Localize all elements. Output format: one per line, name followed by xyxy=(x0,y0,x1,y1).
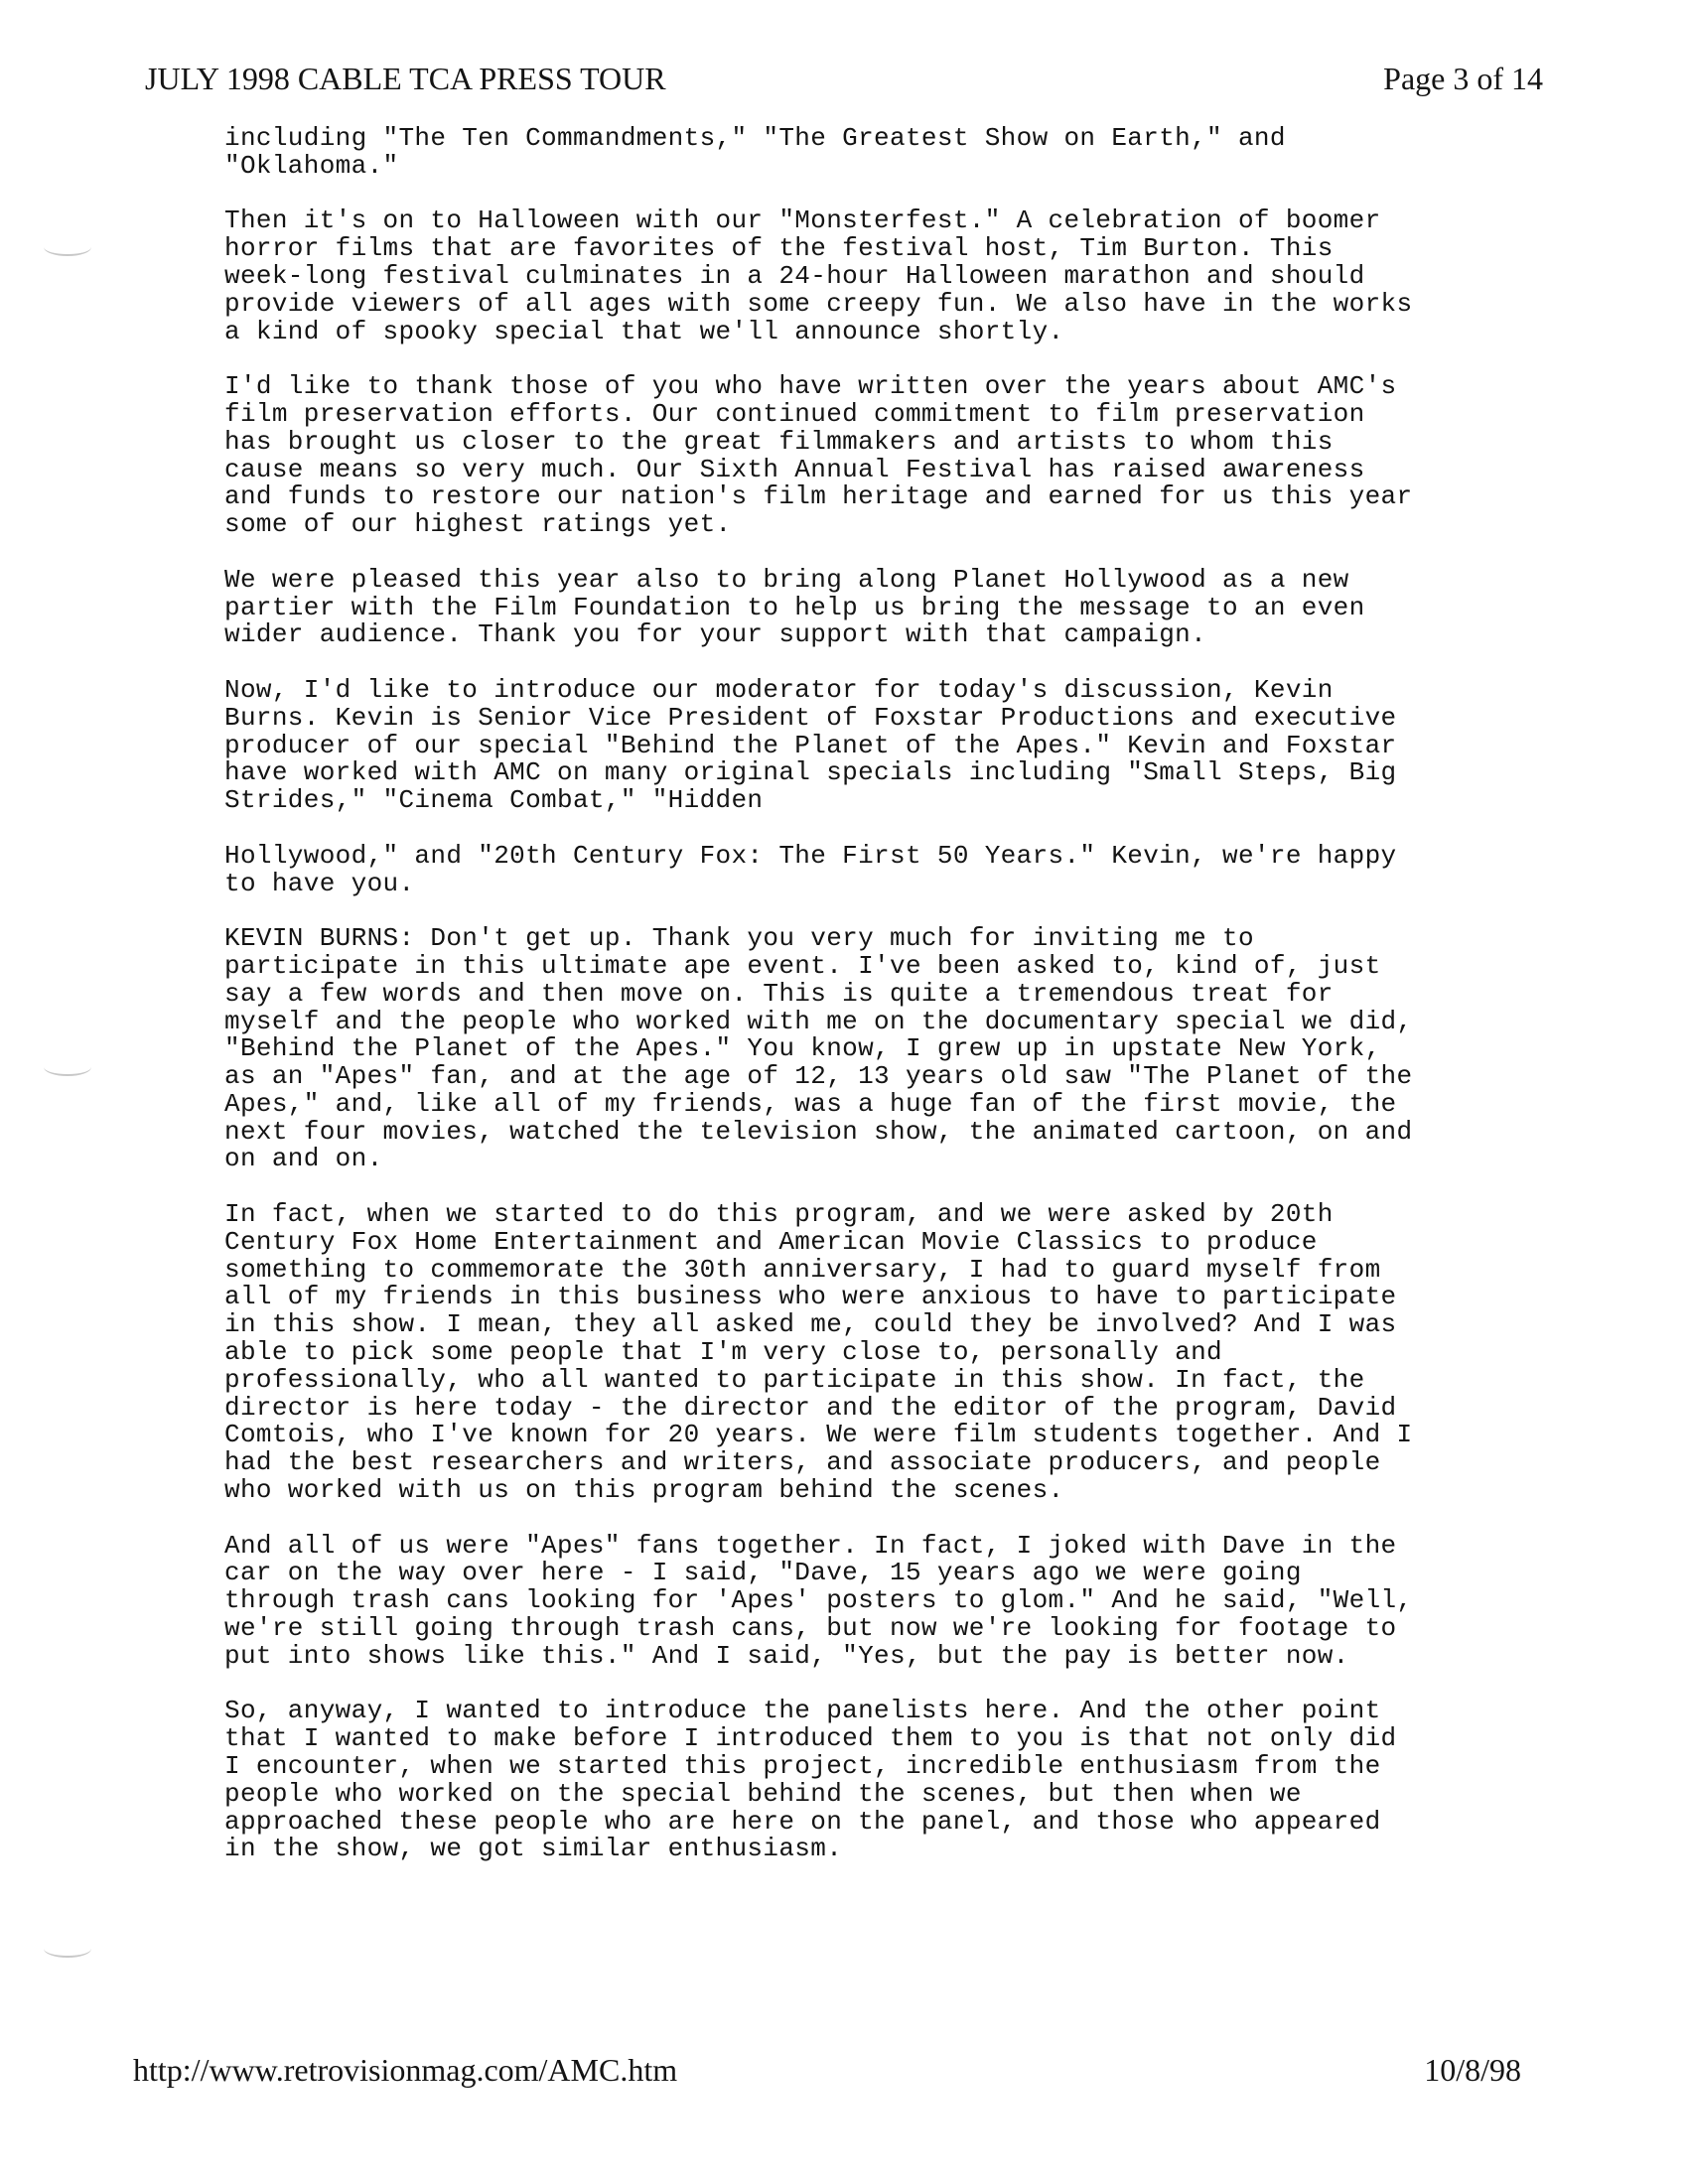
header-title: JULY 1998 CABLE TCA PRESS TOUR xyxy=(145,61,666,96)
punch-hole-mark xyxy=(44,1058,91,1076)
paragraph: I'd like to thank those of you who have written over the years about AMC's film preservation efforts. Our continued commitment to film preservation has brought us closer to the great filmmakers and artists to whom this cause means so very much. Our Sixth Annual Festival has raised awareness and funds to restore our nation's film heritage and earned for us this year some of our highest ratings yet. xyxy=(224,371,1413,540)
page-number: Page 3 of 14 xyxy=(1383,61,1543,96)
paragraph: In fact, when we started to do this program, and we were asked by 20th Century Fox Home Entertainment and American Movie Classics to produce something to commemorate the 30th anniversary, I had to guard myself from all of my friends in this business who were anxious to have to participate in this show. I mean, they all asked me, could they be involved? And I was able to pick some people that I'm very close to, personally and professionally, who all wanted to participate in this show. In fact, the director is here today - the director and the editor of the program, David Comtois, who I've known for 20 years. We were film students together. And I had the best researchers and writers, and associate producers, and people who worked with us on this program behind the scenes. xyxy=(224,1199,1413,1506)
paragraph: And all of us were "Apes" fans together. In fact, I joked with Dave in the car on the way over here - I said, "Dave, 15 years ago we were going through trash cans looking for 'Apes' posters to glom." And he said, "Well, we're still going through trash cans, but now we're looking for footage to put into shows like this." And I said, "Yes, but the pay is better now. xyxy=(224,1530,1413,1671)
print-date: 10/8/98 xyxy=(1424,2052,1521,2088)
transcript-body xyxy=(224,125,1515,1863)
punch-hole-mark xyxy=(44,238,91,256)
paragraph: Hollywood," and "20th Century Fox: The First 50 Years." Kevin, we're happy to have you. xyxy=(224,840,1397,898)
source-url: http://www.retrovisionmag.com/AMC.htm xyxy=(133,2052,678,2088)
page-footer xyxy=(133,2047,1521,2093)
paragraph: including "The Ten Commandments," "The Greatest Show on Earth," and "Oklahoma." xyxy=(224,123,1286,181)
paragraph: So, anyway, I wanted to introduce the panelists here. And the other point that I wanted to make before I introduced them to you is that not only did I encounter, when we started this project, incredible enthusiasm from the people who worked on the special behind the scenes, but then when we approached these people who are here on the panel, and those who appeared in the show, we got similar enthusiasm. xyxy=(224,1696,1397,1864)
punch-hole-mark xyxy=(44,1940,91,1958)
paragraph: Then it's on to Halloween with our "Monsterfest." A celebration of boomer horror films that are favorites of the festival host, Tim Burton. This week-long festival culminates in a 24-hour Halloween marathon and should provide viewers of all ages with some creepy fun. We also have in the works a kind of spooky special that we'll announce shortly. xyxy=(224,205,1413,346)
page-header xyxy=(145,56,1543,101)
paragraph: We were pleased this year also to bring along Planet Hollywood as a new partier with the Film Foundation to help us bring the message to an even wider audience. Thank you for your support with that campaign. xyxy=(224,564,1365,650)
paragraph: KEVIN BURNS: Don't get up. Thank you very much for inviting me to participate in this ultimate ape event. I've been asked to, kind of, just say a few words and then move on. This is quite a tremendous treat for myself and the people who worked with me on the documentary special we did, "Behind the Planet of the Apes." You know, I grew up in upstate New York, as an "Apes" fan, and at the age of 12, 13 years old saw "The Planet of the Apes," and, like all of my friends, was a huge fan of the first movie, the next four movies, watched the television show, the animated cartoon, on and on and on. xyxy=(224,923,1413,1174)
paragraph: Now, I'd like to introduce our moderator for today's discussion, Kevin Burns. Kevin is Senior Vice President of Foxstar Productions and executive producer of our special "Behind the Planet of the Apes." Kevin and Foxstar have worked with AMC on many original specials including "Small Steps, Big Strides," "Cinema Combat," "Hidden xyxy=(224,674,1397,816)
